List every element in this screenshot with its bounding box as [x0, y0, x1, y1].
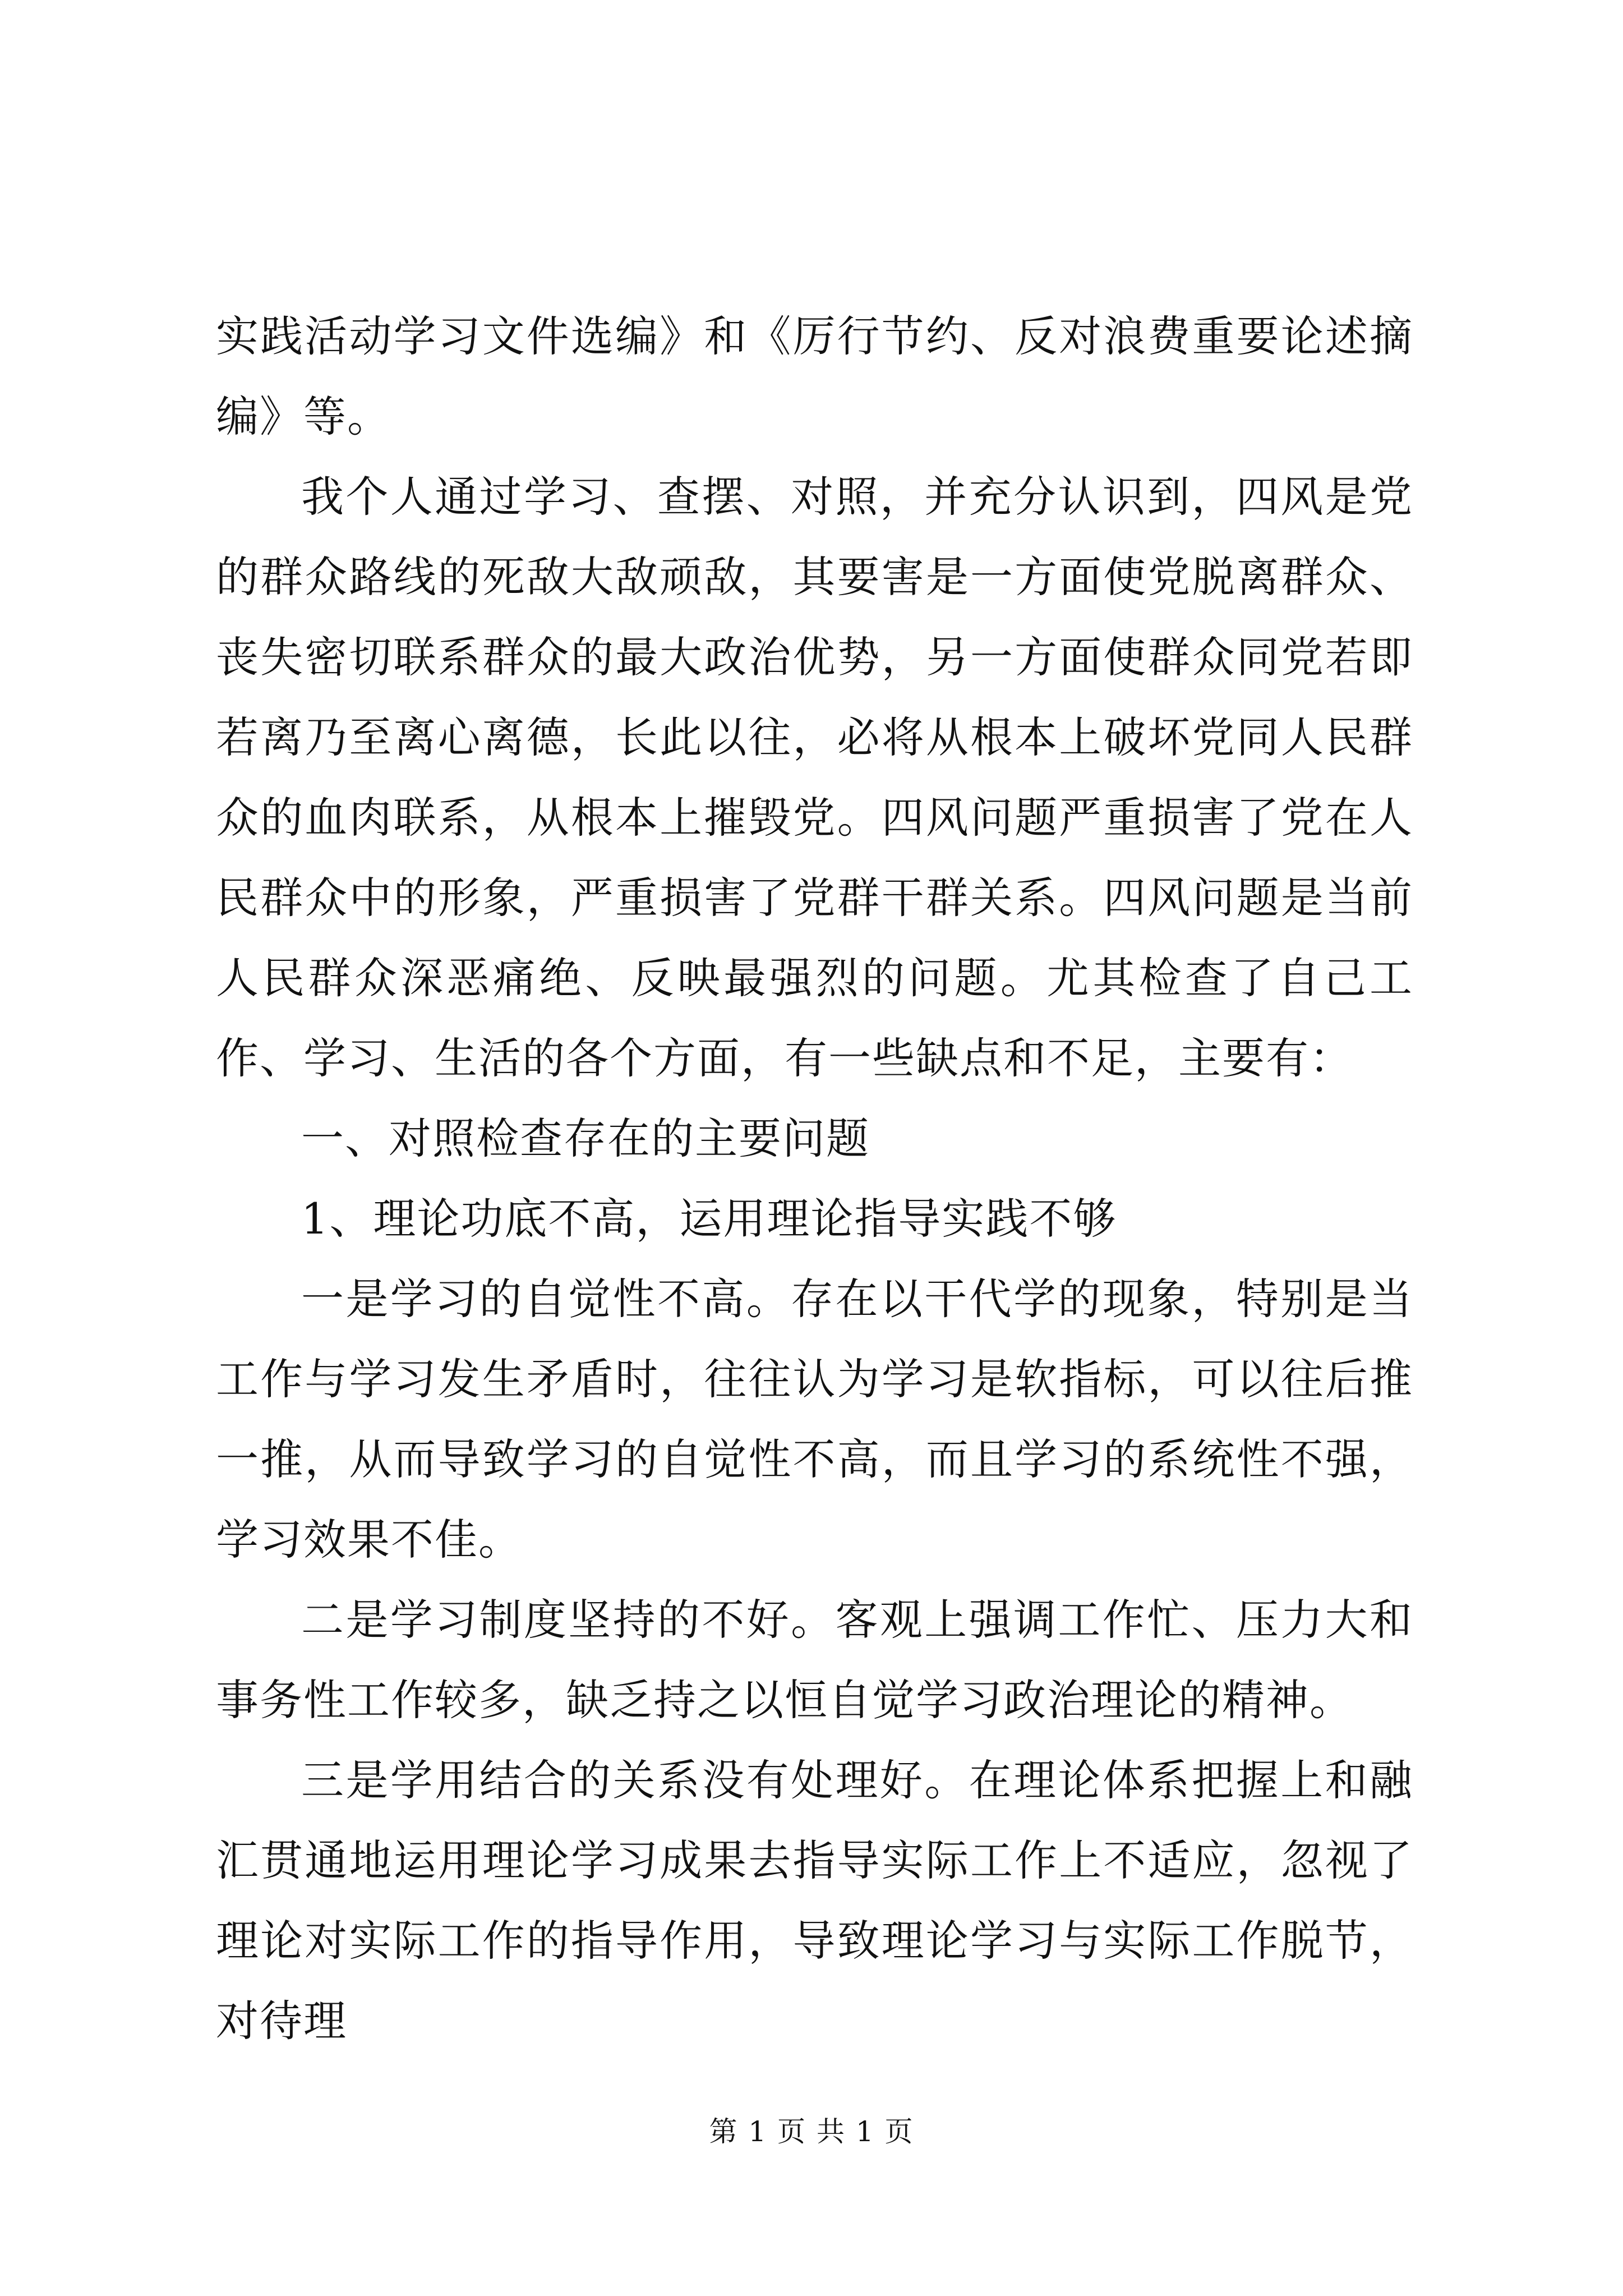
paragraph-5: 三是学用结合的关系没有处理好。在理论体系把握上和融汇贯通地运用理论学习成果去指导实际工作上不适应，忽视了理论对实际工作的指导作用，导致理论学习与实际工作脱节，对待理	[216, 1755, 1413, 2046]
paragraph-1: 实践活动学习文件选编》和《厉行节约、反对浪费重要论述摘编》等。	[216, 311, 1413, 441]
page-footer: 第 1 页 共 1 页	[709, 2115, 914, 2148]
subsection-heading: 1、理论功底不高，运用理论指导实践不够	[301, 1194, 1117, 1244]
paragraph-4: 二是学习制度坚持的不好。客观上强调工作忙、压力大和事务性工作较多，缺乏持之以恒自觉学习政治理论的精神。	[216, 1595, 1413, 1725]
paragraph-3: 一是学习的自觉性不高。存在以干代学的现象，特别是当工作与学习发生矛盾时，往往认为学习是软指标，可以往后推一推，从而导致学习的自觉性不高，而且学习的系统性不强，学习效果不佳。	[216, 1274, 1413, 1565]
document-body	[216, 296, 1413, 2061]
paragraph-2: 我个人通过学习、查摆、对照，并充分认识到，四风是党的群众路线的死敌大敌顽敌，其要害是一方面使党脱离群众、丧失密切联系群众的最大政治优势，另一方面使群众同党若即若离乃至离心离德，长此以往，必将从根本上破坏党同人民群众的血肉联系，从根本上摧毁党。四风问题严重损害了党在人民群众中的形象，严重损害了党群干群关系。四风问题是当前人民群众深恶痛绝、反映最强烈的问题。尤其检查了自己工作、学习、生活的各个方面，有一些缺点和不足，主要有：	[216, 472, 1413, 1083]
section-heading: 一、对照检查存在的主要问题	[301, 1114, 870, 1163]
